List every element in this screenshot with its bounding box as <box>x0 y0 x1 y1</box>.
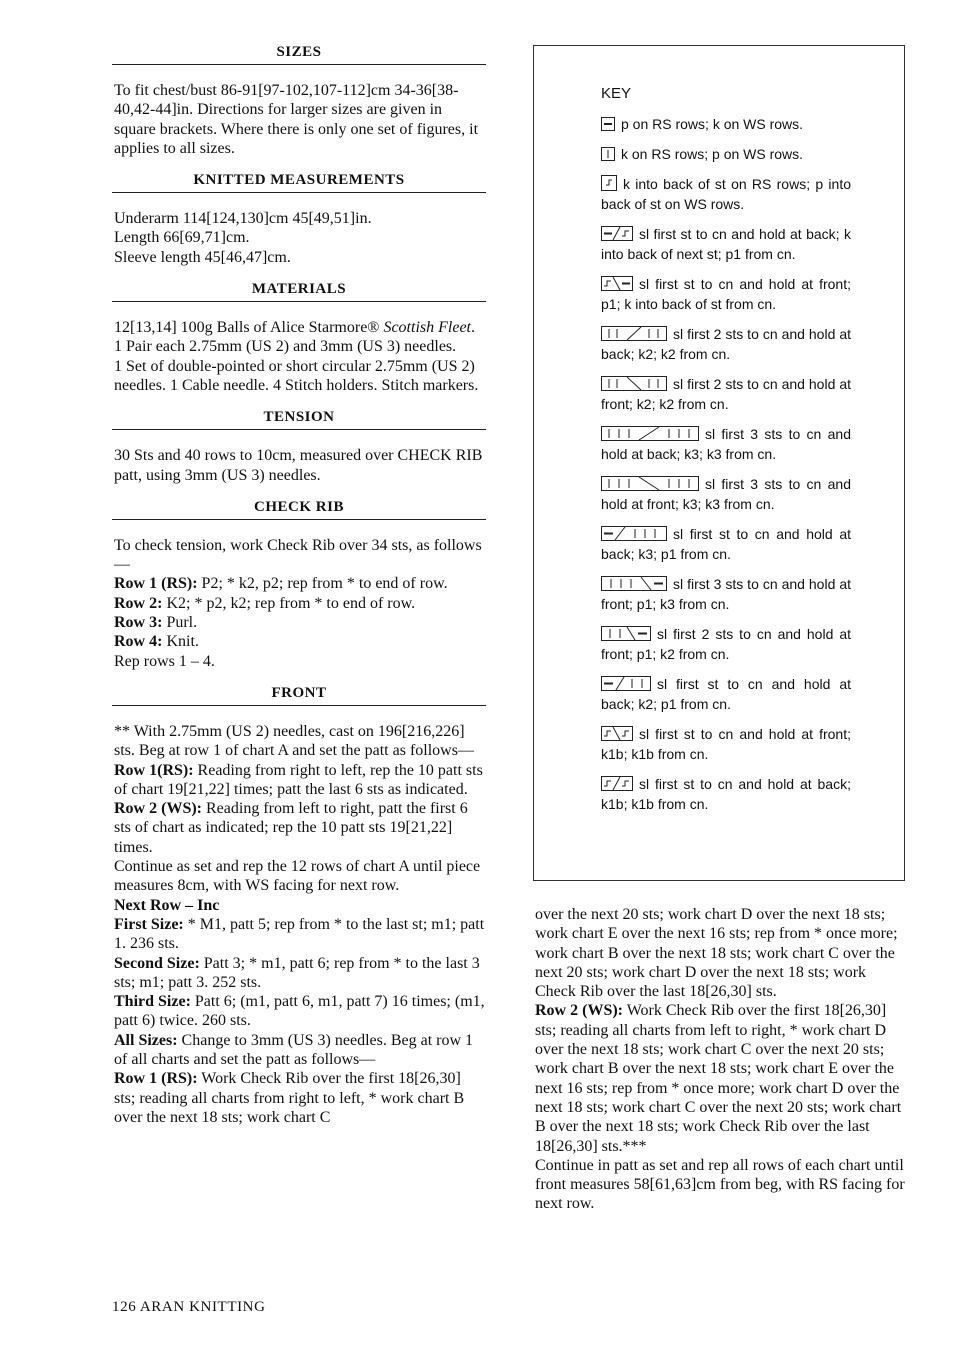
key-item: p on RS rows; k on WS rows. <box>601 114 851 134</box>
front-text: ** With 2.75mm (US 2) needles, cast on 196[216,226] sts. Beg at row 1 of chart A and set the patt as follows— Row 1(RS): Reading from right to left, rep the 10 patt sts of chart 19[21,22] times; patt the last 6 sts as indicated. Row 2 (WS): Reading from left to right, patt the first 6 sts of chart as indicated; rep the 10 patt sts 19[21,22] times. Continue as set and rep the 12 rows of chart A until piece measures 8cm, with WS facing for next row. Next Row – Inc First Size: * M1, patt 5; rep from * to the last st; m1; patt 1. 236 sts. Second Size: Patt 3; * m1, patt 6; rep from * to the last 3 sts; m1; patt 3. 252 sts. Third Size: Patt 6; (m1, patt 6, m1, patt 7) 16 times; (m1, patt 6) twice. 260 sts. All Sizes: Change to 3mm (US 3) needles. Beg at row 1 of all charts and set the patt as follows— Row 1 (RS): Work Check Rib over the first 18[26,30] sts; reading all charts from right to left, * work chart B over the next 18 sts; work chart C <box>114 722 485 1126</box>
key-item: sl first st to cn and hold at back; k2; p1 from cn. <box>601 676 851 712</box>
knit-symbol-icon <box>601 147 615 161</box>
cable-3-3-back-symbol-icon <box>601 426 699 441</box>
tension-heading: TENSION <box>112 409 486 430</box>
front-continued-text: over the next 20 sts; work chart D over the next 18 sts; work chart E over the next 16 sts; rep from * once more; work chart B over the next 18 sts; work chart C over the next 20 sts; work chart D over the next 18 sts; work Check Rib over the last 18[26,30] sts. <box>535 906 898 1001</box>
right-column: over the next 20 sts; work chart D over the next 18 sts; work chart E over the next 16 sts; rep from * once more; work chart B over the next 18 sts; work chart C over the next 20 sts; work chart D over the next 18 sts; work Check Rib over the last 18[26,30] sts. Row 2 (WS): Work Check Rib over the first 18[26,30] sts; reading all charts from left to right, * work chart D over the next 18 sts; work chart C over the next 20 sts; work chart B over the next 18 sts; work chart E over the next 16 sts; rep from * once more; work chart D over the next 18 sts; work chart C over the next 20 sts; work chart B over the next 18 sts; work Check Rib over the last 18[26,30] sts.*** Continue in patt as set and rep all rows of each chart until front measures 58[61,63]cm from beg, with RS facing for next row. <box>535 905 907 1214</box>
cross-1-1-front-twisted-symbol-icon <box>601 726 633 741</box>
underarm-line: Underarm 114[124,130]cm 45[49,51]in. <box>114 210 372 228</box>
running-title: ARAN KNITTING <box>139 1299 266 1315</box>
key-title: KEY <box>601 85 632 102</box>
key-item: sl first 2 sts to cn and hold at back; k2; k2 from cn. <box>601 326 851 362</box>
key-item: sl first st to cn and hold at back; k3; p1 from cn. <box>601 526 851 562</box>
materials-heading: MATERIALS <box>112 281 486 302</box>
key-box <box>533 45 905 881</box>
cable-3-3-front-symbol-icon <box>601 476 699 491</box>
cable-2-2-back-symbol-icon <box>601 326 667 341</box>
key-item: sl first st to cn and hold at front; p1; k into back of st from cn. <box>601 276 851 312</box>
key-item: sl first st to cn and hold at front; k1b; k1b from cn. <box>601 726 851 762</box>
key-item: k into back of st on RS rows; p into back of st on WS rows. <box>601 176 851 212</box>
key-item: sl first 2 sts to cn and hold at front; k2; k2 from cn. <box>601 376 851 412</box>
measurements-text <box>114 209 486 267</box>
key-item: sl first st to cn and hold at back; k1b; k1b from cn. <box>601 776 851 812</box>
key-item: sl first 3 sts to cn and hold at front; p1; k3 from cn. <box>601 576 851 612</box>
page-number: 126 <box>112 1299 137 1315</box>
key-item: sl first 3 sts to cn and hold at front; k3; k3 from cn. <box>601 476 851 512</box>
key-item: sl first 3 sts to cn and hold at back; k3; k3 from cn. <box>601 426 851 462</box>
cross-1-1-back-twisted-symbol-icon <box>601 776 633 791</box>
cable-2-1-front-purl-symbol-icon <box>601 626 651 641</box>
check-rib-row: Row 1 (RS): P2; * k2, p2; rep from * to end of row. <box>114 575 448 593</box>
left-column <box>112 44 486 1141</box>
cable-1-1-front-twisted-symbol-icon <box>601 276 633 291</box>
length-line: Length 66[69,71]cm. <box>114 229 250 247</box>
purl-symbol-icon <box>601 117 615 131</box>
check-rib-row: Row 4: Knit. <box>114 633 199 651</box>
key-item: sl first st to cn and hold at back; k into back of next st; p1 from cn. <box>601 226 851 262</box>
key-item: sl first 2 sts to cn and hold at front; p1; k2 from cn. <box>601 626 851 662</box>
check-rib-row: Row 2: K2; * p2, k2; rep from * to end of row. <box>114 594 416 612</box>
sizes-heading: SIZES <box>112 44 486 65</box>
check-rib-text: To check tension, work Check Rib over 34 sts, as follows— Row 1 (RS): P2; * k2, p2; rep from * to end of row. Row 2: K2; * p2, k2; rep from * to end of row. Row 3: Purl. Row 4: Knit. Rep rows 1 – 4. <box>114 536 486 671</box>
tension-text: 30 Sts and 40 rows to 10cm, measured over CHECK RIB patt, using 3mm (US 3) needles. <box>114 447 483 484</box>
materials-text <box>114 318 486 395</box>
sleeve-line: Sleeve length 45[46,47]cm. <box>114 248 291 266</box>
needles-line: 1 Pair each 2.75mm (US 2) and 3mm (US 3) needles. <box>114 338 457 356</box>
cable-2-2-front-symbol-icon <box>601 376 667 391</box>
cable-1-3-back-purl-symbol-icon <box>601 526 667 541</box>
key-item: k on RS rows; p on WS rows. <box>601 144 851 164</box>
check-rib-row: Row 3: Purl. <box>114 614 198 632</box>
cable-1-1-back-twisted-symbol-icon <box>601 226 633 241</box>
cable-1-2-back-purl-symbol-icon <box>601 676 651 691</box>
yarn-line: 12[13,14] 100g Balls of Alice Starmore® Scottish Fleet. <box>114 319 475 337</box>
twisted-knit-symbol-icon <box>601 175 617 191</box>
page-footer <box>112 1299 266 1316</box>
key-list <box>601 84 851 824</box>
cable-3-1-front-purl-symbol-icon <box>601 576 667 591</box>
notions-line: 1 Set of double-pointed or short circular 2.75mm (US 2) needles. 1 Cable needle. 4 Stitch holders. Stitch markers. <box>114 357 479 394</box>
front-heading: FRONT <box>112 685 486 706</box>
check-rib-heading: CHECK RIB <box>112 499 486 520</box>
measurements-heading: KNITTED MEASUREMENTS <box>112 172 486 193</box>
sizes-text: To fit chest/bust 86-91[97-102,107-112]cm 34-36[38-40,42-44]in. Directions for larger sizes are given in square brackets. Where there is only one set of figures, it applies to all sizes. <box>114 82 479 157</box>
